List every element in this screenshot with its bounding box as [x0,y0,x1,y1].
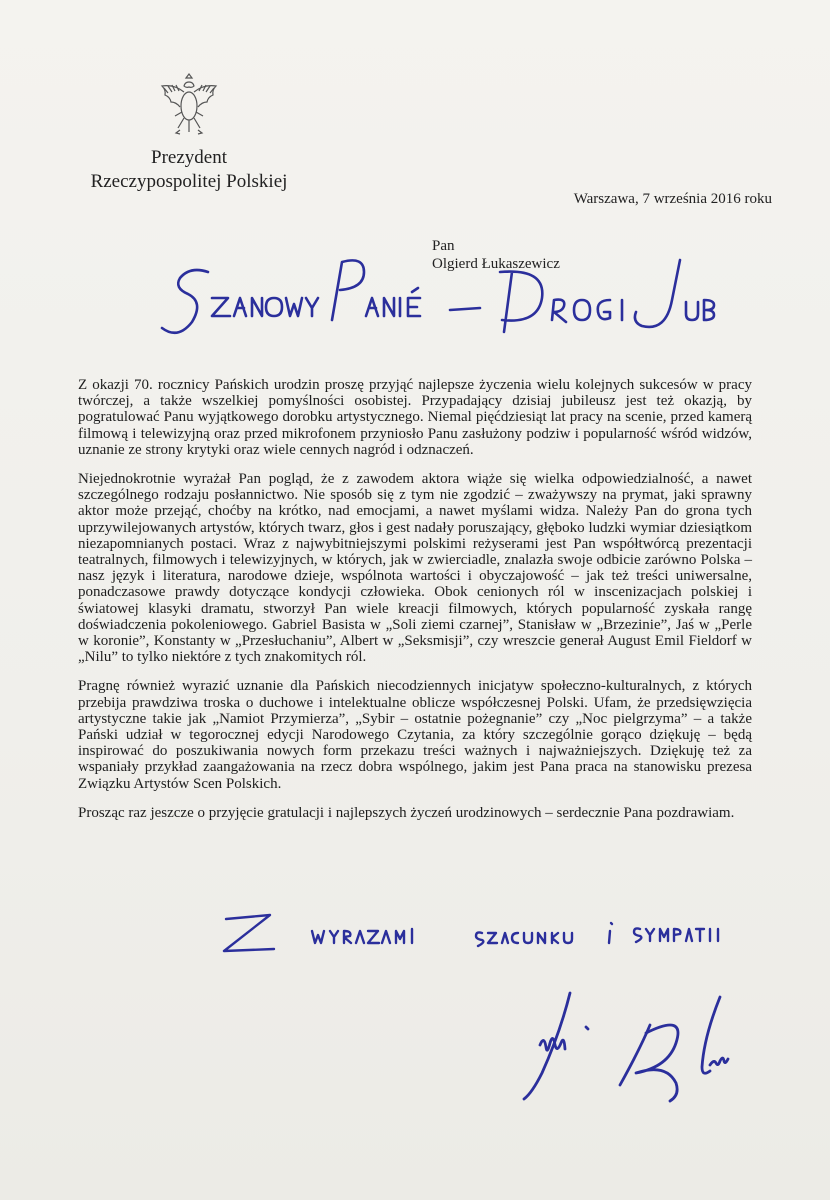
letter-paragraph-1: Z okazji 70. rocznicy Pańskich urodzin proszę przyjąć najlepsze życzenia wielu kolejnych sukcesów w pracy twórczej, a także wszelkiej pomyślności osobistej. Przypadający dzisiaj jubileusz jest też okazją, by pogratulować Panu wyjątkowego dorobku artystycznego. Niemal pięćdziesiąt lat pracy na scenie, przed kamerą filmową i telewizyjną oraz przed mikrofonem przyniosło Panu zasłużony podziw i popularność wśród widzów, uznanie ze strony krytyki oraz wiele cennych nagród i odznaczeń. [78,377,752,458]
handwritten-signature [500,985,750,1105]
addressee-name: Olgierd Łukaszewicz [432,256,560,272]
addressee-title: Pan [432,238,455,254]
letter-paragraph-3: Pragnę również wyrazić uznanie dla Pańskich niecodziennych inicjatyw społeczno-kulturalnych, z których przebija prawdziwa troska o duchowe i intelektualne oblicze współczesnej Polski. Ufam, że przedsięwzięcia artystyczne takie jak „Namiot Przymierza”, „Sybir – ostatnie pożegnanie” czy „Noc pielgrzyma” – a także Pański udział w tegorocznej edycji Narodowego Czytania, za który szczególnie gorąco dziękuję – będą inspirować do poszukiwania nowych form przekazu treści ważnych i najważniejszych. Dziękuję też za wspaniały przykład zaangażowania na rzecz dobra wspólnego, jakim jest Pana praca na stanowisku prezesa Związku Artystów Scen Polskich. [78,678,752,792]
letter-paragraph-4: Prosząc raz jeszcze o przyjęcie gratulacji i najlepszych życzeń urodzinowych – serdecznie Pana pozdrawiam. [78,804,735,821]
letter-body [78,377,752,834]
office-line-2: Rzeczypospolitej Polskiej [90,171,288,192]
handwritten-closing [222,905,722,965]
polish-eagle-emblem-icon [158,72,220,138]
president-office-heading [60,146,318,194]
handwritten-salutation [160,250,720,370]
date-line: Warszawa, 7 września 2016 roku [573,191,772,207]
letter-paragraph-2: Niejednokrotnie wyrażał Pan pogląd, że z zawodem aktora wiąże się wielka odpowiedzialność, a nawet szczególnego rodzaju posłannictwo. Nie sposób się z tym nie zgodzić – zważywszy na prymat, jaki sprawny aktor może przejąć, choćby na krótko, nad emocjami, a nawet myślami widza. Należy Pan do grona tych uprzywilejowanych artystów, których twarz, głos i gest nadały poruszający, głęboko ludzki wymiar dziesiątkom niezapomnianych postaci. Wraz z najwybitniejszymi polskimi reżyserami jest Pan współtwórcą prezentacji teatralnych, filmowych i telewizyjnych, w których, jak w zwierciadle, znalazła swoje odbicie zarówno Polska – nasz język i literatura, narodowe dzieje, wspólnota wartości i obyczajowość – jak też treści uniwersalne, ponadczasowe prawdy dotyczące kondycji człowieka. Obok cenionych ról w inscenizacjach polskiej i światowej klasyki dramatu, stworzył Pan wiele kreacji filmowych, których popularność zyskała rangę doświadczenia pokoleniowego. Gabriel Basista w „Soli ziemi czarnej”, Stanisław w „Brzezinie”, Jaś w „Perle w koronie”, Konstanty w „Przesłuchaniu”, Albert w „Seksmisji”, czy wreszcie generał August Emil Fieldorf w „Nilu” to tylko niektóre z tych znakomitych ról. [78,471,752,666]
office-line-1: Prezydent [151,147,227,168]
